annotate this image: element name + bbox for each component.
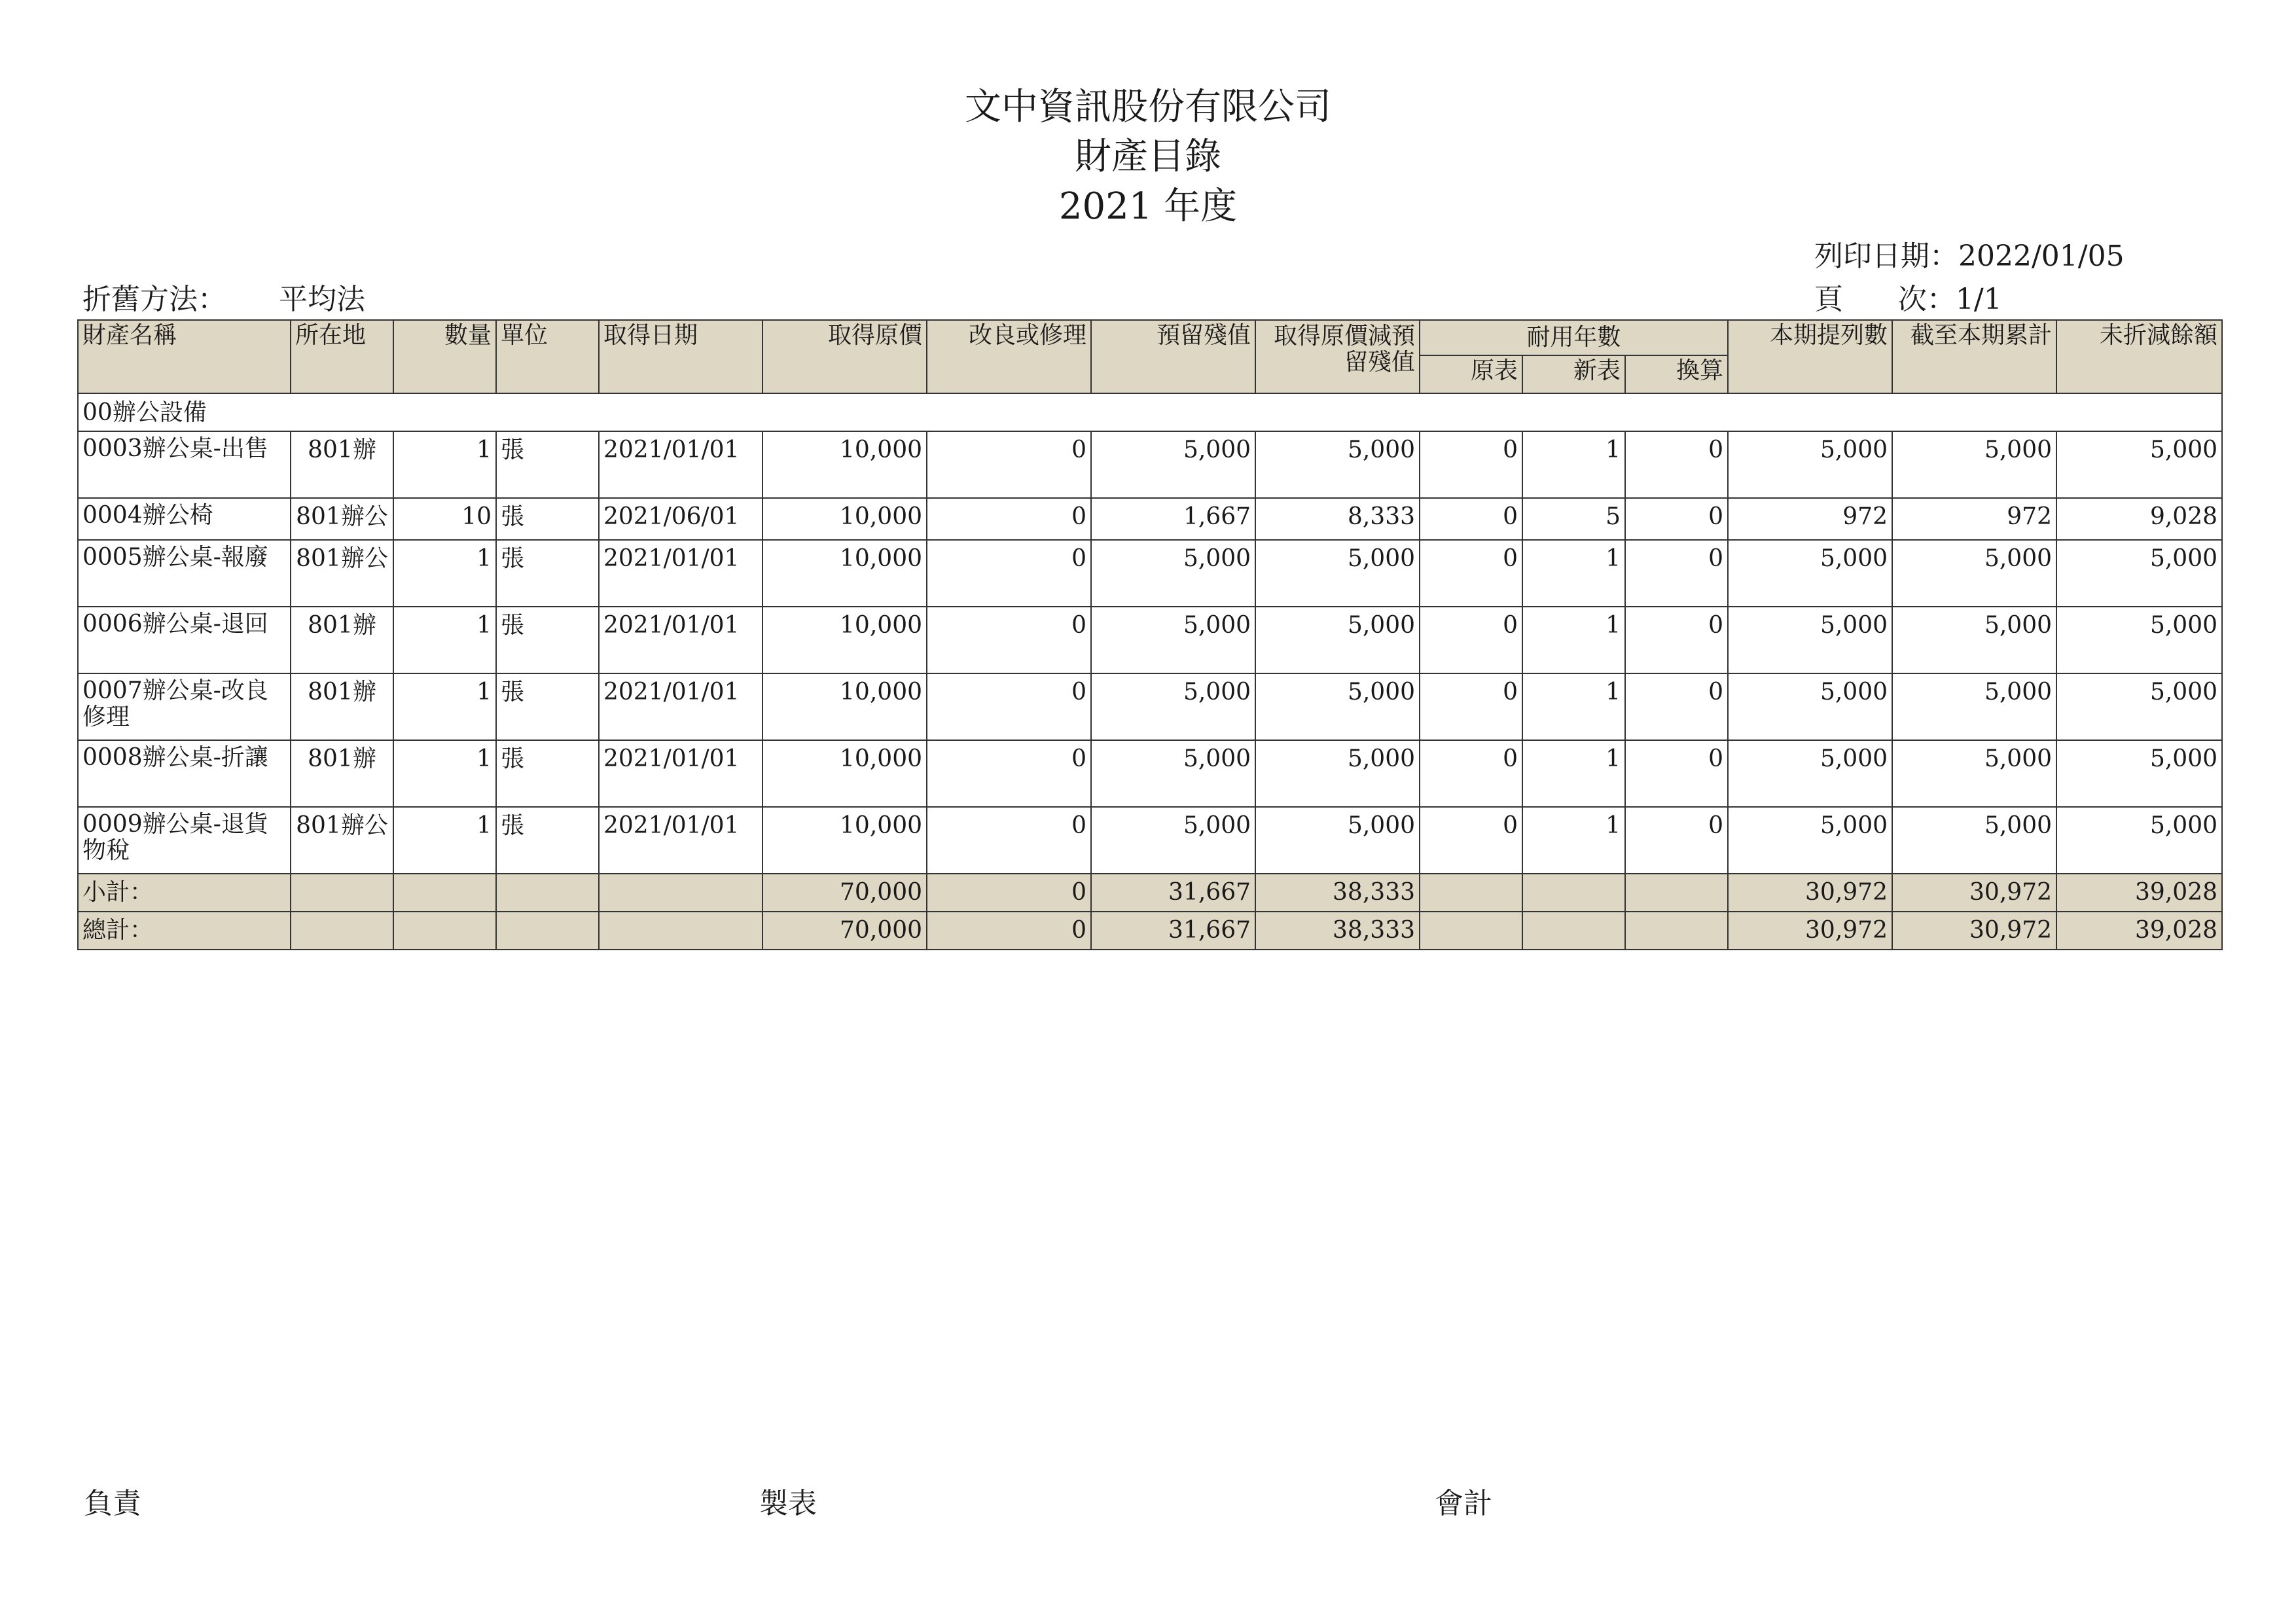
total-cost: 70,000: [762, 912, 927, 950]
cell-life-orig: 0: [1420, 498, 1522, 540]
total-period: 30,972: [1728, 912, 1892, 950]
cell-date: 2021/01/01: [599, 673, 762, 740]
total-empty-cell: [496, 912, 599, 950]
cell-unit: 張: [496, 431, 599, 498]
cell-name: 0008辦公桌-折讓: [78, 740, 291, 807]
cell-undep: 9,028: [2056, 498, 2222, 540]
asset-table: [77, 319, 2223, 950]
subtotal-net: 38,333: [1255, 874, 1420, 912]
cell-location: 801辦公: [291, 498, 393, 540]
cell-location: 801辦: [291, 431, 393, 498]
cell-life-new: 1: [1522, 607, 1625, 673]
cell-date: 2021/01/01: [599, 431, 762, 498]
table-row: [78, 540, 2222, 607]
cell-undep: 5,000: [2056, 540, 2222, 607]
cell-undep: 5,000: [2056, 807, 2222, 874]
cell-undep: 5,000: [2056, 607, 2222, 673]
cell-cost: 10,000: [762, 498, 927, 540]
cell-residual: 5,000: [1091, 540, 1255, 607]
col-period-dep: 本期提列數: [1728, 320, 1892, 393]
col-name: 財產名稱: [78, 320, 291, 393]
cell-improve: 0: [927, 673, 1091, 740]
report-year: 2021 年度: [1058, 185, 1238, 228]
cell-life-conv: 0: [1625, 431, 1728, 498]
print-date-value: 2022/01/05: [1958, 240, 2125, 273]
cell-qty: 10: [393, 498, 496, 540]
subtotal-residual: 31,667: [1091, 874, 1255, 912]
total-improve: 0: [927, 912, 1091, 950]
col-qty: 數量: [393, 320, 496, 393]
col-unit: 單位: [496, 320, 599, 393]
col-net: [1255, 320, 1420, 393]
total-net: 38,333: [1255, 912, 1420, 950]
cell-life-conv: 0: [1625, 673, 1728, 740]
subtotal-empty-cell: [599, 874, 762, 912]
subtotal-acc: 30,972: [1892, 874, 2056, 912]
cell-life-conv: 0: [1625, 498, 1728, 540]
cell-improve: 0: [927, 607, 1091, 673]
header-row: [78, 320, 2222, 355]
cell-unit: 張: [496, 673, 599, 740]
cell-period-dep: 5,000: [1728, 431, 1892, 498]
subtotal-empty-cell: [393, 874, 496, 912]
cell-period-dep: 5,000: [1728, 607, 1892, 673]
col-life-orig: 原表: [1420, 355, 1522, 393]
cell-life-conv: 0: [1625, 540, 1728, 607]
cell-period-dep: 5,000: [1728, 673, 1892, 740]
cell-acc-dep: 5,000: [1892, 673, 2056, 740]
cell-residual: 1,667: [1091, 498, 1255, 540]
cell-name: 0007辦公桌-改良修理: [78, 673, 291, 740]
cell-residual: 5,000: [1091, 431, 1255, 498]
total-empty-cell: [1625, 912, 1728, 950]
cell-residual: 5,000: [1091, 673, 1255, 740]
cell-name: 0009辦公桌-退貨物稅: [78, 807, 291, 874]
subtotal-cost: 70,000: [762, 874, 927, 912]
group-row: [78, 393, 2222, 431]
cell-acc-dep: 5,000: [1892, 607, 2056, 673]
cell-improve: 0: [927, 807, 1091, 874]
cell-undep: 5,000: [2056, 740, 2222, 807]
page-number: [1814, 281, 2002, 318]
cell-name: 0004辦公椅: [78, 498, 291, 540]
cell-name: 0005辦公桌-報廢: [78, 540, 291, 607]
total-empty-cell: [1420, 912, 1522, 950]
total-undep: 39,028: [2056, 912, 2222, 950]
signature-responsible: 負責: [84, 1487, 141, 1520]
col-undep: 未折減餘額: [2056, 320, 2222, 393]
cell-life-new: 1: [1522, 807, 1625, 874]
cell-qty: 1: [393, 740, 496, 807]
total-acc: 30,972: [1892, 912, 2056, 950]
cell-life-orig: 0: [1420, 540, 1522, 607]
cell-period-dep: 5,000: [1728, 807, 1892, 874]
cell-life-conv: 0: [1625, 740, 1728, 807]
cell-location: 801辦公: [291, 807, 393, 874]
cell-cost: 10,000: [762, 431, 927, 498]
cell-net: 5,000: [1255, 607, 1420, 673]
cell-location: 801辦: [291, 607, 393, 673]
subtotal-empty-cell: [1625, 874, 1728, 912]
cell-qty: 1: [393, 540, 496, 607]
cell-improve: 0: [927, 740, 1091, 807]
col-location: 所在地: [291, 320, 393, 393]
signature-accounting: 會計: [1435, 1487, 1492, 1520]
cell-date: 2021/06/01: [599, 498, 762, 540]
subtotal-improve: 0: [927, 874, 1091, 912]
subtotal-label: 小計：: [78, 874, 291, 912]
depreciation-method: [82, 281, 365, 318]
subtotal-empty-cell: [1522, 874, 1625, 912]
cell-life-orig: 0: [1420, 807, 1522, 874]
subtotal-period: 30,972: [1728, 874, 1892, 912]
cell-residual: 5,000: [1091, 807, 1255, 874]
col-life-group: 耐用年數: [1420, 320, 1728, 355]
cell-life-orig: 0: [1420, 740, 1522, 807]
cell-net: 5,000: [1255, 431, 1420, 498]
cell-life-orig: 0: [1420, 431, 1522, 498]
total-empty-cell: [291, 912, 393, 950]
table-row: [78, 807, 2222, 874]
method-label: 折舊方法：: [82, 283, 226, 316]
cell-life-orig: 0: [1420, 607, 1522, 673]
subtotal-empty-cell: [1420, 874, 1522, 912]
page-value: 1/1: [1955, 283, 2002, 316]
cell-qty: 1: [393, 807, 496, 874]
cell-cost: 10,000: [762, 740, 927, 807]
col-date: 取得日期: [599, 320, 762, 393]
cell-undep: 5,000: [2056, 673, 2222, 740]
cell-net: 5,000: [1255, 540, 1420, 607]
total-row: [78, 912, 2222, 950]
total-residual: 31,667: [1091, 912, 1255, 950]
subtotal-empty-cell: [291, 874, 393, 912]
cell-life-conv: 0: [1625, 807, 1728, 874]
cell-cost: 10,000: [762, 540, 927, 607]
cell-qty: 1: [393, 607, 496, 673]
cell-acc-dep: 5,000: [1892, 807, 2056, 874]
cell-net: 5,000: [1255, 673, 1420, 740]
method-value: 平均法: [279, 283, 365, 316]
cell-location: 801辦: [291, 740, 393, 807]
cell-location: 801辦: [291, 673, 393, 740]
cell-acc-dep: 5,000: [1892, 740, 2056, 807]
cell-life-new: 1: [1522, 431, 1625, 498]
cell-acc-dep: 5,000: [1892, 431, 2056, 498]
col-life-new: 新表: [1522, 355, 1625, 393]
cell-net: 5,000: [1255, 807, 1420, 874]
cell-qty: 1: [393, 431, 496, 498]
company-name: 文中資訊股份有限公司: [965, 86, 1331, 128]
cell-period-dep: 5,000: [1728, 740, 1892, 807]
cell-life-new: 5: [1522, 498, 1625, 540]
cell-name: 0003辦公桌-出售: [78, 431, 291, 498]
cell-cost: 10,000: [762, 607, 927, 673]
table-row: [78, 498, 2222, 540]
cell-unit: 張: [496, 740, 599, 807]
cell-acc-dep: 5,000: [1892, 540, 2056, 607]
col-residual: 預留殘值: [1091, 320, 1255, 393]
table-row: [78, 431, 2222, 498]
group-label: 00辦公設備: [78, 393, 2222, 431]
total-empty-cell: [1522, 912, 1625, 950]
cell-residual: 5,000: [1091, 740, 1255, 807]
cell-life-conv: 0: [1625, 607, 1728, 673]
cell-unit: 張: [496, 498, 599, 540]
col-improve: 改良或修理: [927, 320, 1091, 393]
cell-undep: 5,000: [2056, 431, 2222, 498]
total-label: 總計：: [78, 912, 291, 950]
col-cost: 取得原價: [762, 320, 927, 393]
cell-unit: 張: [496, 540, 599, 607]
cell-net: 5,000: [1255, 740, 1420, 807]
total-empty-cell: [599, 912, 762, 950]
cell-date: 2021/01/01: [599, 607, 762, 673]
col-life-conv: 換算: [1625, 355, 1728, 393]
col-acc-dep: 截至本期累計: [1892, 320, 2056, 393]
cell-life-orig: 0: [1420, 673, 1522, 740]
cell-life-new: 1: [1522, 673, 1625, 740]
table-row: [78, 740, 2222, 807]
subtotal-empty-cell: [496, 874, 599, 912]
print-date: [1814, 238, 2125, 275]
table-row: [78, 673, 2222, 740]
cell-date: 2021/01/01: [599, 540, 762, 607]
cell-cost: 10,000: [762, 807, 927, 874]
col-net-line1: 取得原價減預: [1273, 323, 1415, 349]
table-row: [78, 607, 2222, 673]
subtotal-undep: 39,028: [2056, 874, 2222, 912]
cell-net: 8,333: [1255, 498, 1420, 540]
cell-life-new: 1: [1522, 540, 1625, 607]
cell-name: 0006辦公桌-退回: [78, 607, 291, 673]
total-empty-cell: [393, 912, 496, 950]
cell-improve: 0: [927, 431, 1091, 498]
cell-date: 2021/01/01: [599, 740, 762, 807]
cell-unit: 張: [496, 607, 599, 673]
signature-prepared: 製表: [759, 1487, 817, 1520]
cell-unit: 張: [496, 807, 599, 874]
report-title: 財產目錄: [1075, 135, 1221, 178]
cell-period-dep: 5,000: [1728, 540, 1892, 607]
cell-improve: 0: [927, 540, 1091, 607]
cell-period-dep: 972: [1728, 498, 1892, 540]
col-net-line2: 留殘值: [1344, 349, 1415, 376]
cell-improve: 0: [927, 498, 1091, 540]
cell-cost: 10,000: [762, 673, 927, 740]
cell-date: 2021/01/01: [599, 807, 762, 874]
cell-residual: 5,000: [1091, 607, 1255, 673]
print-date-label: 列印日期：: [1814, 240, 1958, 273]
cell-life-new: 1: [1522, 740, 1625, 807]
subtotal-row: [78, 874, 2222, 912]
cell-location: 801辦公: [291, 540, 393, 607]
page-label: 頁 次：: [1814, 283, 1956, 316]
cell-acc-dep: 972: [1892, 498, 2056, 540]
cell-qty: 1: [393, 673, 496, 740]
